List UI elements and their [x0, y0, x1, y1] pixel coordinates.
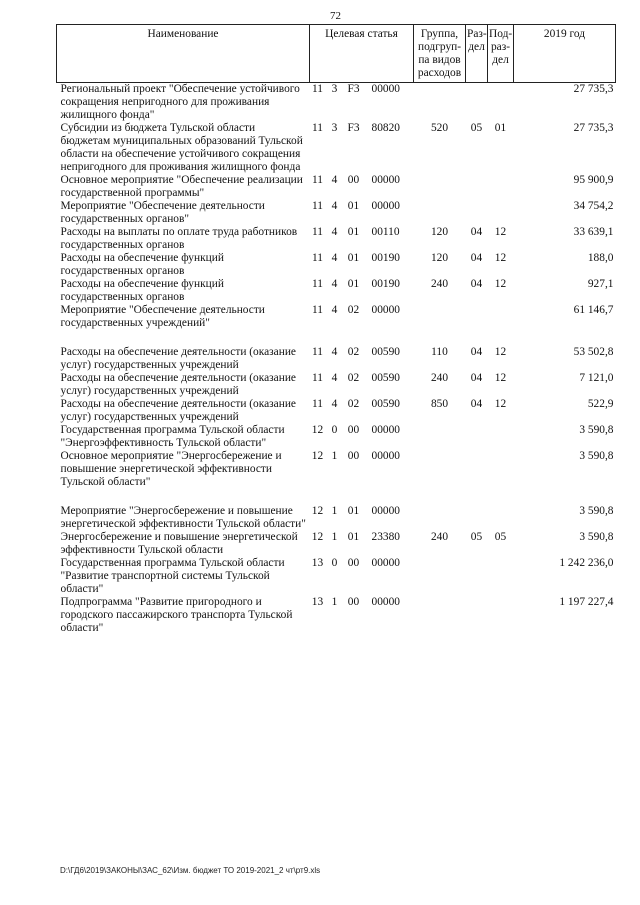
row-measure: 00: [347, 557, 360, 569]
row-amount: 27 735,3: [573, 122, 614, 134]
row-name: Энергосбережение и повышение энергетической эффективности Тульской области: [60, 531, 298, 556]
row-name: Расходы на обеспечение функций государственных органов: [60, 252, 224, 277]
row-program: 12: [311, 450, 324, 462]
header-year: 2019 год: [514, 25, 616, 83]
row-code: 00190: [371, 278, 400, 290]
row-group: [414, 596, 466, 635]
row-measure: F3: [347, 83, 360, 95]
row-name: Расходы на обеспечение деятельности (оказание услуг) государственных учреждений: [60, 398, 296, 423]
row-name: Расходы на обеспечение деятельности (оказание услуг) государственных учреждений: [60, 346, 296, 371]
table-row: [57, 557, 616, 596]
row-amount: 1 197 227,4: [559, 596, 614, 608]
table-body: [57, 83, 616, 636]
table-row: [57, 278, 616, 304]
row-section: [466, 304, 488, 346]
row-subprogram: 4: [331, 372, 338, 384]
row-subprogram: 4: [331, 226, 338, 238]
row-subprogram: 4: [331, 278, 338, 290]
row-subprogram: 4: [331, 346, 338, 358]
row-program: 11: [312, 200, 323, 212]
row-subprogram: 3: [331, 122, 338, 134]
row-group: [414, 200, 466, 226]
table-row: [57, 200, 616, 226]
row-subsection: [488, 83, 514, 123]
row-subprogram: 4: [331, 304, 338, 316]
row-name: Региональный проект "Обеспечение устойчивого сокращения непригодного для проживания жилищного фонда": [60, 83, 300, 121]
row-code: 00000: [371, 596, 400, 608]
row-measure: 01: [347, 278, 360, 290]
row-program: 11: [312, 278, 323, 290]
row-amount: 3 590,8: [579, 505, 614, 517]
row-name: Основное мероприятие "Энергосбережение и повышение энергетической эффективности Тульской области": [60, 450, 282, 488]
table-row: [57, 372, 616, 398]
row-section: [466, 200, 488, 226]
row-program: 11: [312, 83, 323, 95]
row-program: 13: [311, 596, 324, 608]
row-program: 13: [311, 557, 324, 569]
row-amount: 188,0: [587, 252, 614, 264]
row-group: [414, 505, 466, 531]
row-amount: 61 146,7: [573, 304, 614, 316]
row-code: 00190: [371, 252, 400, 264]
row-amount: 53 502,8: [573, 346, 614, 358]
row-measure: 02: [347, 372, 360, 384]
row-subprogram: 4: [331, 398, 338, 410]
row-subprogram: 4: [331, 200, 338, 212]
table-row: [57, 304, 616, 346]
row-name: Подпрограмма "Развитие пригородного и городского пассажирского транспорта Тульской области": [60, 596, 293, 634]
row-measure: 02: [347, 398, 360, 410]
page-number: 72: [330, 10, 341, 22]
row-amount: 3 590,8: [579, 450, 614, 462]
table-row: [57, 174, 616, 200]
row-name: Мероприятие "Обеспечение деятельности государственных органов": [60, 200, 265, 225]
row-name: Основное мероприятие "Обеспечение реализации государственной программы": [60, 174, 303, 199]
row-code: 00590: [371, 346, 400, 358]
table-row: [57, 398, 616, 424]
row-subprogram: 0: [331, 424, 338, 436]
row-program: 12: [311, 505, 324, 517]
row-measure: 01: [347, 226, 360, 238]
row-section: 04: [470, 372, 483, 384]
row-measure: 00: [347, 450, 360, 462]
row-amount: 34 754,2: [573, 200, 614, 212]
row-name: Расходы на обеспечение деятельности (оказание услуг) государственных учреждений: [60, 372, 296, 397]
table-row: [57, 226, 616, 252]
row-measure: 01: [347, 200, 360, 212]
row-group: [414, 450, 466, 505]
row-measure: 00: [347, 596, 360, 608]
row-subsection: 12: [494, 278, 507, 290]
row-name: Государственная программа Тульской области "Развитие транспортной системы Тульской области": [60, 557, 285, 595]
row-section: [466, 557, 488, 596]
row-section: 05: [470, 122, 483, 134]
row-subsection: [488, 304, 514, 346]
row-subprogram: 1: [331, 450, 338, 462]
header-target: Целевая статья: [310, 25, 414, 83]
row-group: 850: [430, 398, 449, 410]
row-group: 240: [430, 372, 449, 384]
row-program: 12: [311, 531, 324, 543]
row-subsection: [488, 596, 514, 635]
row-subsection: [488, 200, 514, 226]
row-amount: 7 121,0: [579, 372, 614, 384]
row-subprogram: 1: [331, 531, 338, 543]
row-subsection: 12: [494, 346, 507, 358]
row-subsection: 12: [494, 398, 507, 410]
table-row: [57, 531, 616, 557]
row-section: [466, 83, 488, 123]
row-name: Расходы на обеспечение функций государственных органов: [60, 278, 224, 303]
row-code: 23380: [371, 531, 400, 543]
row-subsection: 01: [494, 122, 507, 134]
table-row: [57, 450, 616, 505]
row-code: 00000: [371, 304, 400, 316]
table-row: [57, 83, 616, 123]
row-amount: 27 735,3: [573, 83, 614, 95]
row-program: 11: [312, 372, 323, 384]
row-code: 00000: [371, 424, 400, 436]
row-measure: 02: [347, 304, 360, 316]
row-section: [466, 596, 488, 635]
row-subsection: 05: [494, 531, 507, 543]
row-measure: 01: [347, 505, 360, 517]
row-amount: 522,9: [587, 398, 614, 410]
table-row: [57, 252, 616, 278]
row-group: 240: [430, 531, 449, 543]
budget-table: [56, 24, 616, 635]
row-group: [414, 304, 466, 346]
row-group: 240: [430, 278, 449, 290]
row-name: Расходы на выплаты по оплате труда работников государственных органов: [60, 226, 298, 251]
row-amount: 33 639,1: [573, 226, 614, 238]
row-program: 12: [311, 424, 324, 436]
row-subprogram: 1: [331, 505, 338, 517]
row-group: 120: [430, 226, 449, 238]
file-path-footer: D:\ГД6\2019\ЗАКОНЫ\ЗАС_62\Изм. бюджет ТО 2019-2021_2 чт\рт9.xls: [60, 866, 321, 875]
row-program: 11: [312, 122, 323, 134]
row-measure: 00: [347, 424, 360, 436]
row-group: [414, 174, 466, 200]
row-section: [466, 174, 488, 200]
row-subsection: [488, 557, 514, 596]
row-section: 04: [470, 278, 483, 290]
table-row: [57, 346, 616, 372]
row-code: 00000: [371, 83, 400, 95]
row-program: 11: [312, 174, 323, 186]
table-row: [57, 424, 616, 450]
row-name: Субсидии из бюджета Тульской области бюджетам муниципальных образований Тульской области на обеспечение устойчивого сокращения непригодного для проживания жилищного фонда: [60, 122, 303, 173]
row-subsection: [488, 424, 514, 450]
row-subprogram: 0: [331, 557, 338, 569]
row-subsection: 12: [494, 252, 507, 264]
table-row: [57, 505, 616, 531]
row-section: [466, 424, 488, 450]
row-section: 04: [470, 346, 483, 358]
row-group: 520: [430, 122, 449, 134]
header-subsection: Под-раз-дел: [488, 25, 514, 83]
row-subprogram: 4: [331, 174, 338, 186]
row-measure: 00: [347, 174, 360, 186]
row-group: [414, 83, 466, 123]
row-amount: 927,1: [587, 278, 614, 290]
row-subsection: [488, 174, 514, 200]
row-group: 120: [430, 252, 449, 264]
row-section: 04: [470, 252, 483, 264]
row-measure: 01: [347, 531, 360, 543]
row-section: 04: [470, 398, 483, 410]
row-measure: 02: [347, 346, 360, 358]
row-measure: 01: [347, 252, 360, 264]
row-section: [466, 505, 488, 531]
row-code: 00000: [371, 557, 400, 569]
row-code: 00000: [371, 174, 400, 186]
row-subprogram: 4: [331, 252, 338, 264]
row-subsection: [488, 505, 514, 531]
row-subsection: [488, 450, 514, 505]
row-subprogram: 1: [331, 596, 338, 608]
row-measure: F3: [347, 122, 360, 134]
row-program: 11: [312, 226, 323, 238]
row-amount: 1 242 236,0: [559, 557, 614, 569]
row-amount: 3 590,8: [579, 531, 614, 543]
row-amount: 3 590,8: [579, 424, 614, 436]
row-subsection: 12: [494, 226, 507, 238]
row-code: 00000: [371, 505, 400, 517]
row-group: 110: [431, 346, 448, 358]
row-group: [414, 424, 466, 450]
row-name: Государственная программа Тульской области "Энергоэффективность Тульской области": [60, 424, 285, 449]
row-code: 00110: [371, 226, 400, 238]
table-row: [57, 122, 616, 174]
header-name: Наименование: [57, 25, 310, 83]
row-program: 11: [312, 252, 323, 264]
row-name: Мероприятие "Обеспечение деятельности государственных учреждений": [60, 304, 265, 329]
header-group: Группа, подгруп-па видов расходов: [414, 25, 466, 83]
row-program: 11: [312, 398, 323, 410]
row-subsection: 12: [494, 372, 507, 384]
row-amount: 95 900,9: [573, 174, 614, 186]
row-code: 00000: [371, 200, 400, 212]
row-name: Мероприятие "Энергосбережение и повышение энергетической эффективности Тульской области": [60, 505, 306, 530]
row-section: [466, 450, 488, 505]
row-subprogram: 3: [331, 83, 338, 95]
row-code: 00590: [371, 372, 400, 384]
row-program: 11: [312, 304, 323, 316]
row-section: 04: [470, 226, 483, 238]
row-program: 11: [312, 346, 323, 358]
table-row: [57, 596, 616, 635]
row-group: [414, 557, 466, 596]
row-code: 00590: [371, 398, 400, 410]
row-section: 05: [470, 531, 483, 543]
header-row: [57, 25, 616, 83]
row-code: 80820: [371, 122, 400, 134]
row-code: 00000: [371, 450, 400, 462]
header-section: Раз-дел: [466, 25, 488, 83]
